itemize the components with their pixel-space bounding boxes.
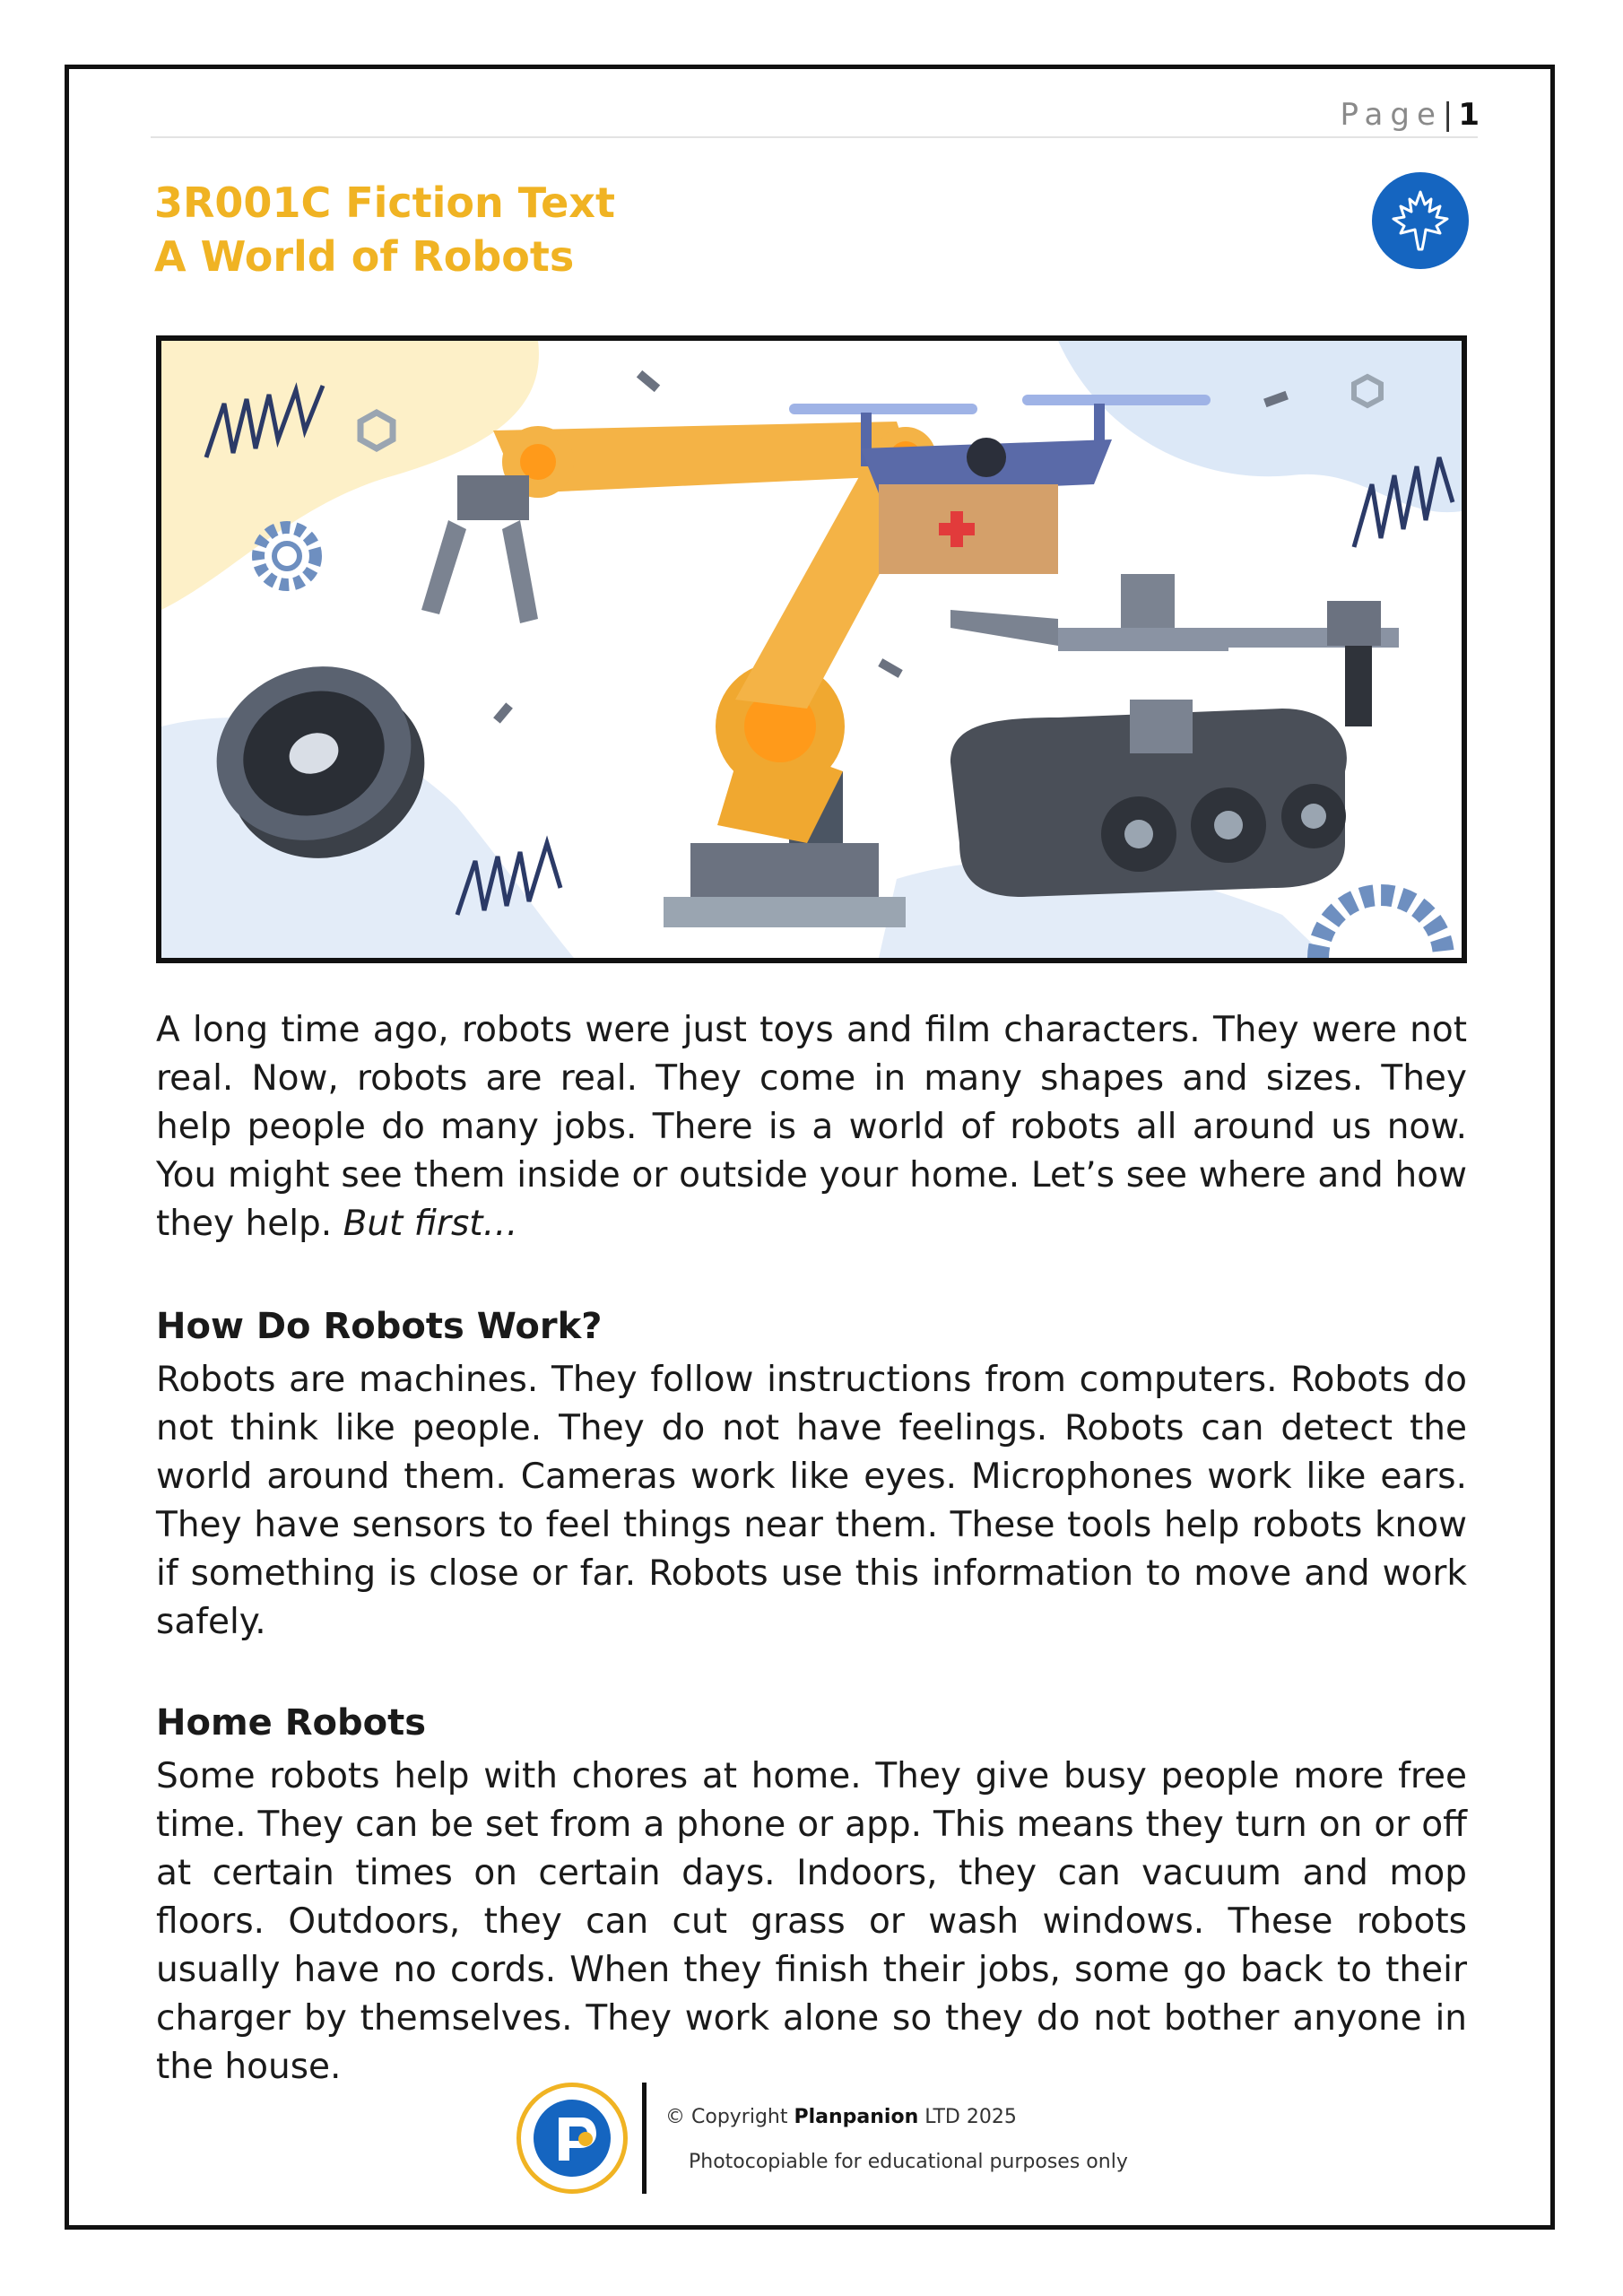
title-code: 3R001C Fiction Text xyxy=(154,178,615,227)
page-number: Page| 1 xyxy=(1340,97,1480,133)
robot-arm xyxy=(421,422,936,927)
planpanion-logo-icon xyxy=(534,2100,611,2177)
maple-leaf-icon xyxy=(1384,185,1456,257)
home-robots-paragraph: Some robots help with chores at home. They give busy people more free time. They can be set from a phone or app. This means they turn on or off at certain times on certain days. Indoors, they can vacuum and mop floors. Outdoors, they can cut grass or wash windows. These robots usually have no cords. When they finish their jobs, some go back to their charger by themselves. They work alone so they do not bother anyone in the house. xyxy=(156,1756,1467,2087)
title-name: A World of Robots xyxy=(154,232,575,281)
section-heading-how-robots-work: How Do Robots Work? xyxy=(156,1306,603,1347)
maple-leaf-badge xyxy=(1372,172,1469,269)
intro-emphasis: But first… xyxy=(343,1204,518,1244)
footer-notice: Photocopiable for educational purposes only xyxy=(689,2151,1128,2173)
gear-icon xyxy=(1318,895,1444,958)
how-robots-work-paragraph: Robots are machines. They follow instructions from computers. Robots do not think like people. They do not have feelings. Robots can detect the world around them. Cameras work like eyes. Microphones work like ears. They have sensors to feel things near them. These tools help robots know if something is close or far. Robots use this information to move and work safely. xyxy=(156,1360,1467,1642)
intro-paragraph: A long time ago, robots were just toys and film characters. They were not real. Now, robots are real. They come in many shapes and sizes. They help people do many jobs. There is a world of robots all around us now. You might see them inside or outside your home. Let’s see where and how they help. But first… xyxy=(156,1010,1467,1244)
blue-blob-top xyxy=(1058,341,1462,512)
planpanion-logo xyxy=(516,2083,628,2194)
page-title xyxy=(154,176,615,283)
tracked-robot xyxy=(950,574,1399,897)
footer-divider xyxy=(642,2083,647,2194)
section-heading-home-robots: Home Robots xyxy=(156,1702,427,1744)
robots-illustration xyxy=(156,335,1467,963)
footer-copyright: © Copyright Planpanion LTD 2025 xyxy=(665,2106,1017,2128)
header-divider xyxy=(151,136,1478,138)
